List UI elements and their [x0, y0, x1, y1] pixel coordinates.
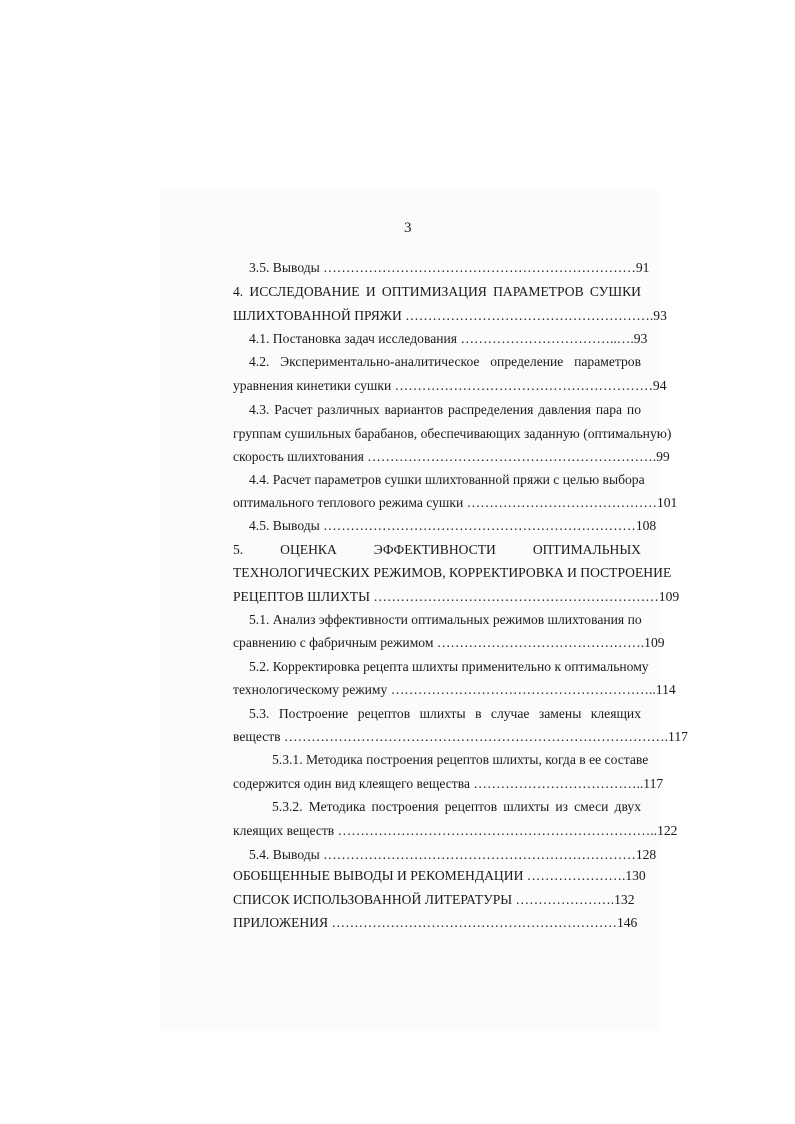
toc-line: 5.4. Выводы ……………………………………………………………128: [249, 847, 657, 862]
toc-line: веществ ………………………………………………………………………….117: [233, 729, 688, 744]
toc-line: 5.3.1. Методика построения рецептов шлихты, когда в ее составе: [272, 752, 649, 767]
toc-line: ПРИЛОЖЕНИЯ ………………………………………………………146: [233, 915, 638, 930]
toc-line: ТЕХНОЛОГИЧЕСКИХ РЕЖИМОВ, КОРРЕКТИРОВКА И ПОСТРОЕНИЕ: [233, 565, 672, 580]
toc-line: сравнению с фабричным режимом ……………………………………….109: [233, 635, 665, 650]
toc-line: 4. ИССЛЕДОВАНИЕ И ОПТИМИЗАЦИЯ ПАРАМЕТРОВ СУШКИ: [233, 284, 641, 299]
toc-line: 4.1. Постановка задач исследования ……………………………..….93: [249, 331, 648, 346]
toc-line: оптимального теплового режима сушки ……………………………………101: [233, 495, 678, 510]
toc-line: 4.3. Расчет различных вариантов распределения давления пара по: [249, 402, 641, 417]
toc-line: 5.2. Корректировка рецепта шлихты применительно к оптимальному: [249, 659, 649, 674]
toc-line: 5.3. Построение рецептов шлихты в случае замены клеящих: [249, 706, 641, 721]
toc-line: клеящих веществ ……………………………………………………………..122: [233, 823, 678, 838]
toc-line: 4.5. Выводы ……………………………………………………………108: [249, 518, 657, 533]
toc-line: 5. ОЦЕНКА ЭФФЕКТИВНОСТИ ОПТИМАЛЬНЫХ: [233, 542, 641, 557]
toc-line: скорость шлихтования ……………………………………………………….99: [233, 449, 670, 464]
toc-line: СПИСОК ИСПОЛЬЗОВАННОЙ ЛИТЕРАТУРЫ ………………….132: [233, 892, 635, 907]
toc-line: содержится один вид клеящего вещества ………………………………..117: [233, 776, 664, 791]
toc-line: технологическому режиму …………………………………………………..114: [233, 682, 676, 697]
page-number: 3: [404, 220, 412, 236]
toc-line: 4.4. Расчет параметров сушки шлихтованной пряжи с целью выбора: [249, 472, 645, 487]
toc-line: 3.5. Выводы ……………………………………………………………91: [249, 260, 650, 275]
toc-line: уравнения кинетики сушки …………………………………………………94: [233, 378, 667, 393]
toc-line: РЕЦЕПТОВ ШЛИХТЫ ………………………………………………………109: [233, 589, 680, 604]
toc-line: ШЛИХТОВАННОЙ ПРЯЖИ ……………………………………………….93: [233, 308, 667, 323]
toc-line: 5.1. Анализ эффективности оптимальных режимов шлихтования по: [249, 612, 642, 627]
toc-line: 4.2. Экспериментально-аналитическое определение параметров: [249, 354, 641, 369]
toc-line: ОБОБЩЕННЫЕ ВЫВОДЫ И РЕКОМЕНДАЦИИ ………………….130: [233, 868, 646, 883]
toc-line: 5.3.2. Методика построения рецептов шлихты из смеси двух: [272, 799, 641, 814]
toc-line: группам сушильных барабанов, обеспечивающих заданную (оптимальную): [233, 426, 672, 441]
